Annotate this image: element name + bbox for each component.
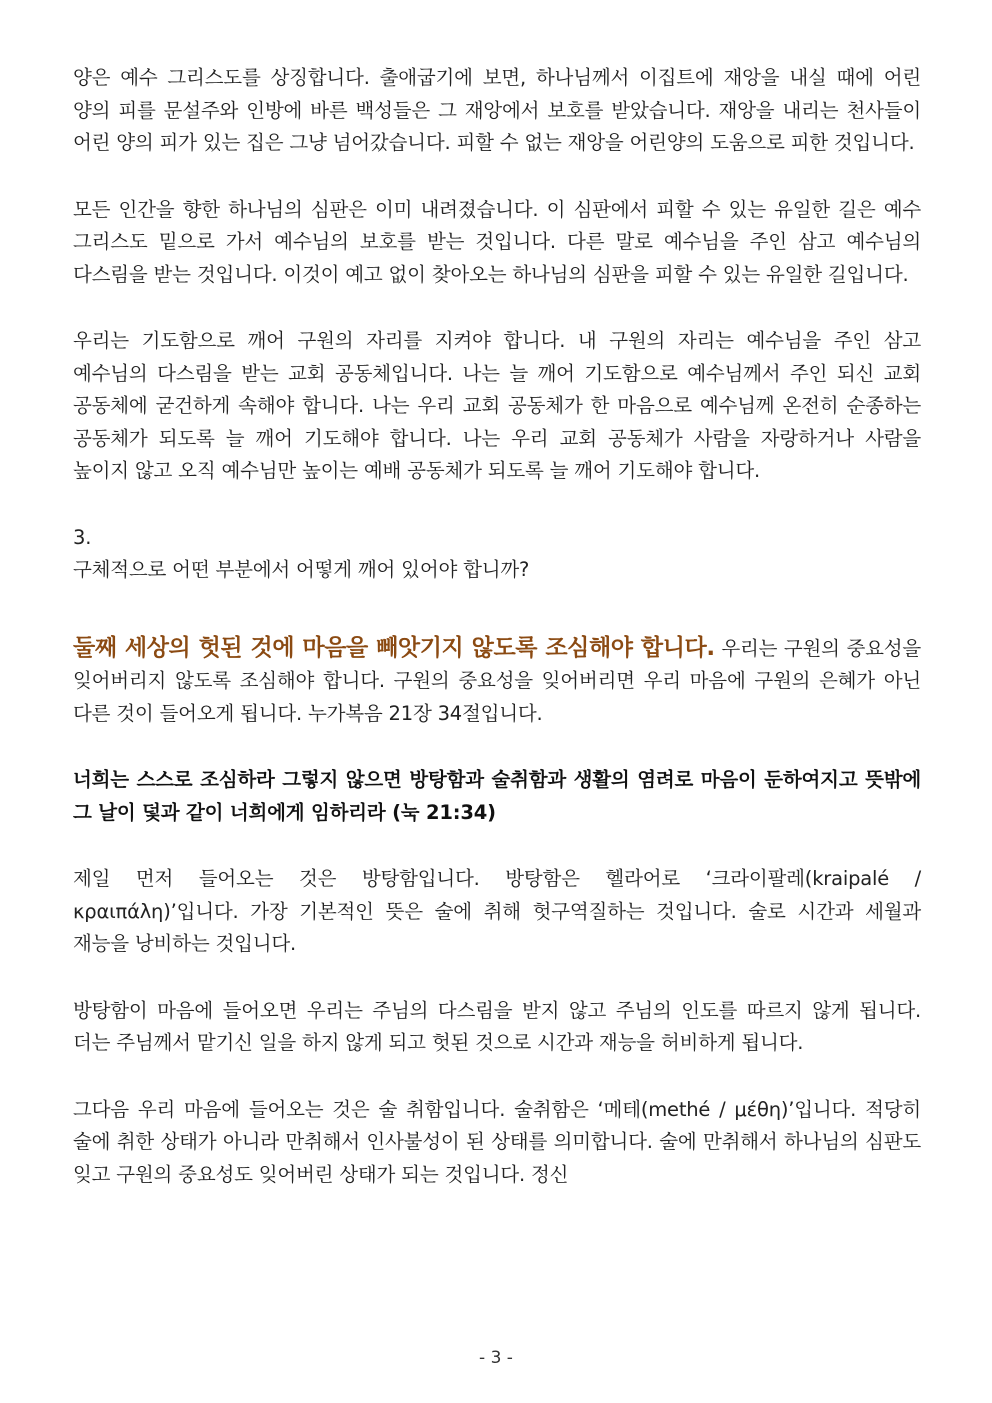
- paragraph-judgment: 모든 인간을 향한 하나님의 심판은 이미 내려졌습니다. 이 심판에서 피할 수 있는 유일한 길은 예수 그리스도 밑으로 가서 예수님의 보호를 받는 것입니다. 다른 말로 예수님을 주인 삼고 예수님의 다스림을 받는 것입니다. 이것이 예고 없이 찾아오는 하나님의 심판을 피할 수 있는 유일한 길입니다.: [73, 197, 921, 286]
- point-heading: 둘째 세상의 헛된 것에 마음을 빼앗기지 않도록 조심해야 합니다.: [73, 634, 715, 661]
- page-number: - 3 -: [479, 1348, 513, 1368]
- section-question: 구체적으로 어떤 부분에서 어떻게 깨어 있어야 합니까?: [73, 558, 530, 581]
- paragraph-prayer: 우리는 기도함으로 깨어 구원의 자리를 지켜야 합니다. 내 구원의 자리는 예수님을 주인 삼고 예수님의 다스림을 받는 교회 공동체입니다. 나는 늘 깨어 기도함으로 예수님께서 주인 되신 교회 공동체에 굳건하게 속해야 합니다. 나는 우리 교회 공동체가 한 마음으로 예수님께 온전히 순종하는 공동체가 되도록 늘 깨어 기도해야 합니다. 나는 우리 교회 공동체가 사람을 자랑하거나 사람을 높이지 않고 오직 예수님만 높이는 예배 공동체가 되도록 늘 깨어 기도해야 합니다.: [73, 329, 921, 482]
- scripture-verse: 너희는 스스로 조심하라 그렇지 않으면 방탕함과 술취함과 생활의 염려로 마음이 둔하여지고 뜻밖에 그 날이 덫과 같이 너희에게 임하리라 (눅 21:34): [73, 768, 921, 824]
- point-body: 우리는 구원의 중요성을 잊어버리지 않도록 조심해야 합니다. 구원의 중요성을 잊어버리면 우리 마음에 구원의 은혜가 아닌 다른 것이 들어오게 됩니다. 누가복음 21장 34절입니다.: [73, 636, 921, 725]
- paragraph-second-point: [73, 632, 921, 731]
- document-page: [73, 62, 921, 1191]
- paragraph-debauchery-effect: 방탕함이 마음에 들어오면 우리는 주님의 다스림을 받지 않고 주님의 인도를 따르지 않게 됩니다. 더는 주님께서 맡기신 일을 하지 않게 되고 헛된 것으로 시간과 재능을 허비하게 됩니다.: [73, 998, 921, 1054]
- paragraph-debauchery: 제일 먼저 들어오는 것은 방탕함입니다. 방탕함은 헬라어로 ‘크라이팔레(kraipalé / κραιπάλη)’입니다. 가장 기본적인 뜻은 술에 취해 헛구역질하는 것입니다. 술로 시간과 세월과 재능을 낭비하는 것입니다.: [73, 867, 921, 955]
- section-number: 3.: [73, 525, 92, 549]
- paragraph-lamb-symbol: 양은 예수 그리스도를 상징합니다. 출애굽기에 보면, 하나님께서 이집트에 재앙을 내실 때에 어린 양의 피를 문설주와 인방에 바른 백성들은 그 재앙에서 보호를 받았습니다. 재앙을 내리는 천사들이 어린 양의 피가 있는 집은 그냥 넘어갔습니다. 피할 수 없는 재앙을 어린양의 도움으로 피한 것입니다.: [73, 66, 921, 154]
- paragraph-drunkenness: 그다음 우리 마음에 들어오는 것은 술 취함입니다. 술취함은 ‘메테(methé / μέθη)’입니다. 적당히 술에 취한 상태가 아니라 만취해서 인사불성이 된 상태를 의미합니다. 술에 만취해서 하나님의 심판도 잊고 구원의 중요성도 잊어버린 상태가 되는 것입니다. 정신: [73, 1097, 921, 1186]
